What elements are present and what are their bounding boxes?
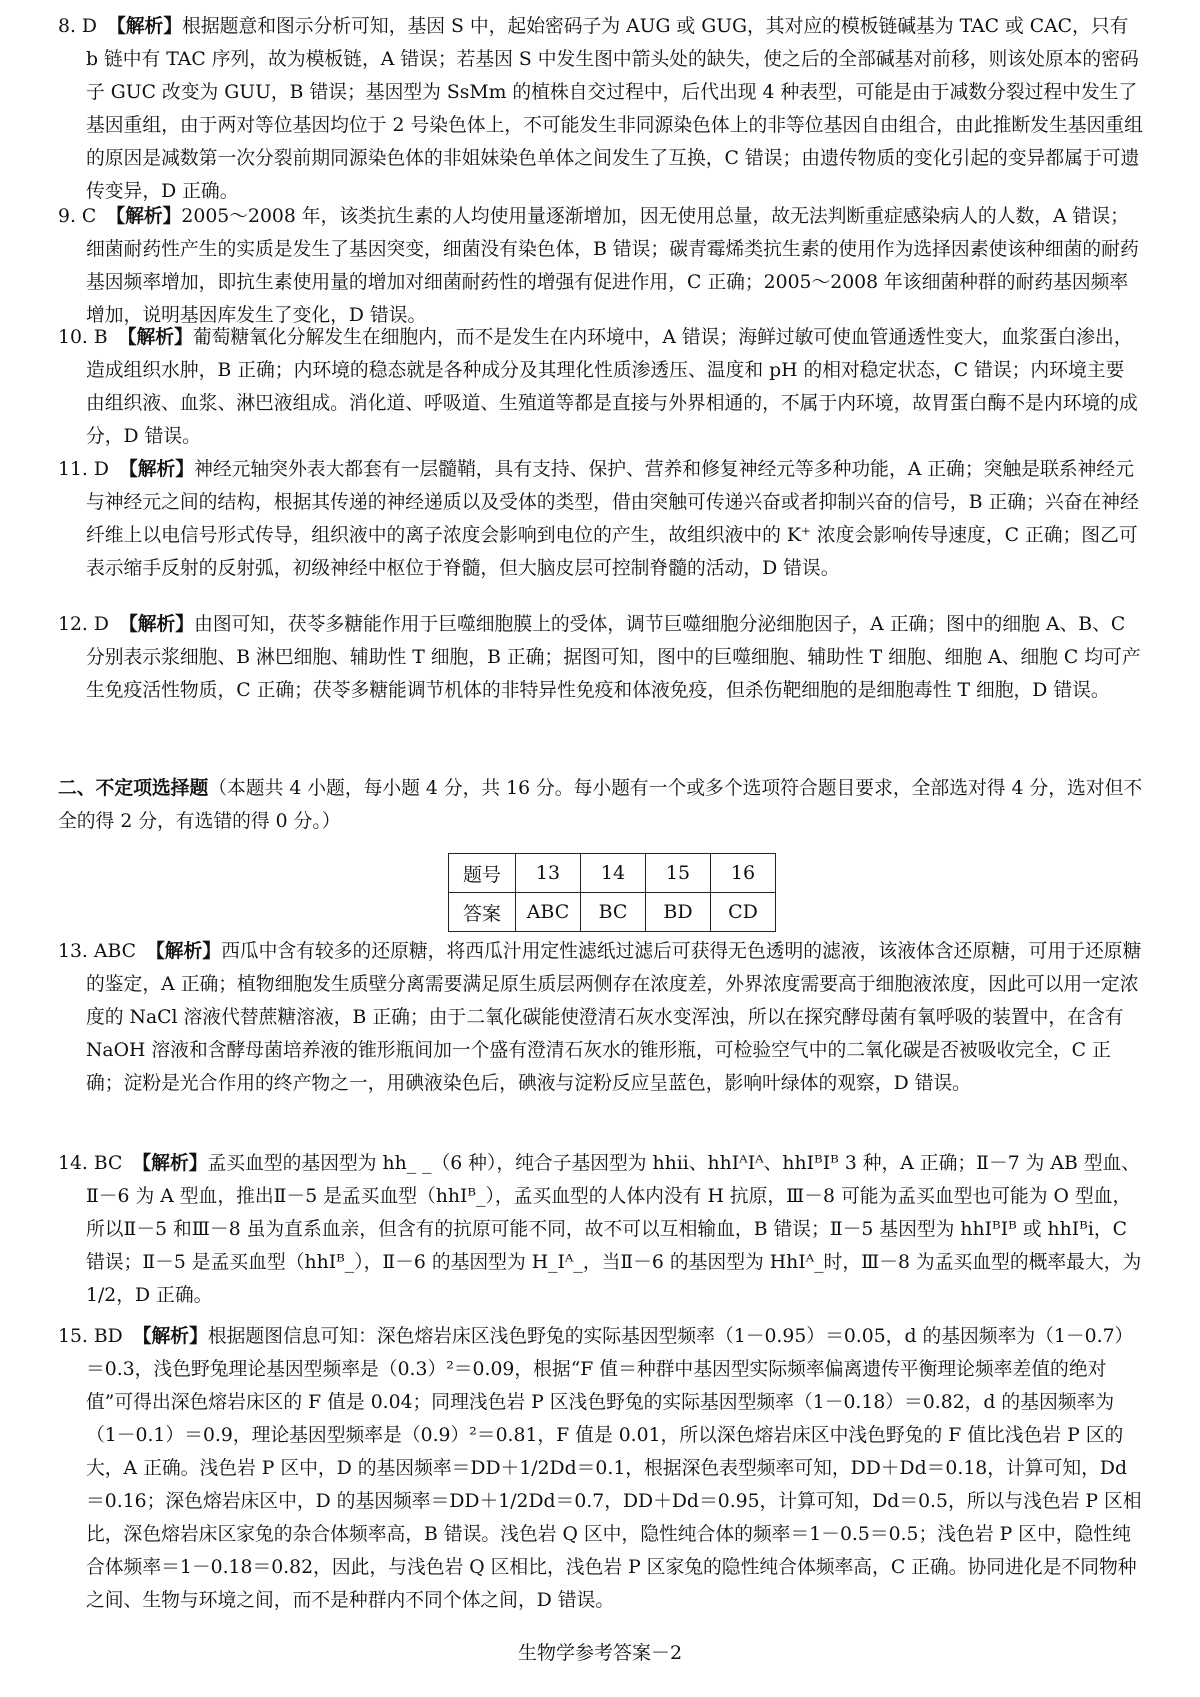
item-text: 根据题图信息可知：深色熔岩床区浅色野兔的实际基因型频率（1－0.95）＝0.05，d 的基因频率为（1－0.7）＝0.3，浅色野兔理论基因型频率是（0.3）²＝0.09，根据“F 值＝种群中基因型实际频率偏离遗传平衡理论频率差值的绝对值”可得出深色熔岩床区的 F 值是 0.04；同理浅色岩 P 区浅色野兔的实际基因型频率（1－0.18）＝0.82，d 的基因频率为（1－0.1）＝0.9，理论基因型频率是（0.9）²＝0.81，F 值是 0.01，所以深色熔岩床区中浅色野兔的 F 值比浅色岩 P 区的大，A 正确。浅色岩 P 区中，D 的基因频率＝DD＋1/2Dd＝0.1，根据深色表型频率可知，DD＋Dd＝0.18，计算可知，Dd＝0.16；深色熔岩床区中，D 的基因频率＝DD＋1/2Dd＝0.7，DD＋Dd＝0.95，计算可知，Dd＝0.5，所以与浅色岩 P 区相比，深色熔岩床区家兔的杂合体频率高，B 错误。浅色岩 Q 区中，隐性纯合体的频率＝1－0.5＝0.5；浅色岩 P 区中，隐性纯合体频率＝1－0.18＝0.82，因此，与浅色岩 Q 区相比，浅色岩 P 区家兔的隐性纯合体频率高，C 正确。协同进化是不同物种之间、生物与环境之间，而不是种群内不同个体之间，D 错误。 — [86, 1326, 1142, 1611]
item-number: 10. — [58, 327, 88, 348]
explanation-item-13 — [58, 935, 1143, 1100]
item-number: 15. — [58, 1326, 88, 1347]
answer-table-number-row — [449, 854, 776, 893]
item-answer: BD — [93, 1326, 123, 1347]
item-text: 神经元轴突外表大都套有一层髓鞘，具有支持、保护、营养和修复神经元等多种功能，A 正确；突触是联系神经元与神经元之间的结构，根据其传递的神经递质以及受体的类型，借由突触可传递兴奋或者抑制兴奋的信号，B 正确；兴奋在神经纤维上以电信号形式传导，组织液中的离子浓度会影响到电位的产生，故组织液中的 K⁺ 浓度会影响传导速度，C 正确；图乙可表示缩手反射的反射弧，初级神经中枢位于脊髓，但大脑皮层可控制脊髓的活动，D 错误。 — [86, 459, 1139, 579]
item-text: 西瓜中含有较多的还原糖，将西瓜汁用定性滤纸过滤后可获得无色透明的滤液，该液体含还原糖，可用于还原糖的鉴定，A 正确；植物细胞发生质壁分离需要满足原生质层两侧存在浓度差，外界浓度需要高于细胞液浓度，因此可以用一定浓度的 NaCl 溶液代替蔗糖溶液，B 正确；由于二氧化碳能使澄清石灰水变浑浊，所以在探究酵母菌有氧呼吸的装置中，在含有 NaOH 溶液和含酵母菌培养液的锥形瓶间加一个盛有澄清石灰水的锥形瓶，可检验空气中的二氧化碳是否被吸收完全，C 正确；淀粉是光合作用的终产物之一，用碘液染色后，碘液与淀粉反应呈蓝色，影响叶绿体的观察，D 错误。 — [86, 941, 1142, 1094]
analysis-tag: 【解析】 — [145, 941, 222, 962]
section-instructions: （本题共 4 小题，每小题 4 分，共 16 分。每小题有一个或多个选项符合题目要求，全部选对得 4 分，选对但不全的得 2 分，有选错的得 0 分。） — [58, 778, 1143, 832]
row-label-number: 题号 — [449, 854, 516, 893]
explanation-item-14 — [58, 1147, 1143, 1312]
explanation-item-9 — [58, 200, 1143, 332]
analysis-tag: 【解析】 — [132, 1153, 208, 1174]
item-answer: D — [93, 459, 109, 480]
explanation-item-15 — [58, 1320, 1143, 1617]
table-cell: 14 — [581, 854, 646, 893]
analysis-tag: 【解析】 — [132, 1326, 208, 1347]
table-cell: BC — [581, 893, 646, 932]
analysis-tag: 【解析】 — [118, 614, 195, 635]
item-text: 由图可知，茯苓多糖能作用于巨噬细胞膜上的受体，调节巨噬细胞分泌细胞因子，A 正确；图中的细胞 A、B、C 分别表示浆细胞、B 淋巴细胞、辅助性 T 细胞，B 正确；据图可知，图中的巨噬细胞、辅助性 T 细胞、细胞 A、细胞 C 均可产生免疫活性物质，C 正确；茯苓多糖能调节机体的非特异性免疫和体液免疫，但杀伤靶细胞的是细胞毒性 T 细胞，D 错误。 — [86, 614, 1141, 701]
item-number: 13. — [58, 941, 88, 962]
page-footer: 生物学参考答案－2 — [517, 1642, 683, 1664]
answer-table — [448, 853, 776, 932]
item-number: 9. — [58, 206, 76, 227]
table-cell: BD — [646, 893, 711, 932]
item-number: 14. — [58, 1153, 88, 1174]
item-text: 孟买血型的基因型为 hh_ _（6 种），纯合子基因型为 hhii、hhIᴬIᴬ、hhIᴮIᴮ 3 种，A 正确；Ⅱ－7 为 AB 型血、Ⅱ－6 为 A 型血，推出Ⅱ－5 是孟买血型（hhIᴮ_），孟买血型的人体内没有 H 抗原，Ⅲ－8 可能为孟买血型也可能为 O 型血，所以Ⅱ－5 和Ⅲ－8 虽为直系血亲，但含有的抗原可能不同，故不可以互相输血，B 错误；Ⅱ－5 基因型为 hhIᴮIᴮ 或 hhIᴮi，C 错误；Ⅱ－5 是孟买血型（hhIᴮ_），Ⅱ－6 的基因型为 H_Iᴬ_，当Ⅱ－6 的基因型为 HhIᴬ_时，Ⅲ－8 为孟买血型的概率最大，为 1/2，D 正确。 — [86, 1153, 1142, 1306]
analysis-tag: 【解析】 — [106, 16, 183, 37]
table-cell: ABC — [516, 893, 581, 932]
item-answer: C — [81, 206, 97, 227]
item-answer: B — [93, 327, 108, 348]
item-answer: D — [81, 16, 97, 37]
table-cell: 16 — [711, 854, 776, 893]
table-cell: 15 — [646, 854, 711, 893]
row-label-answer: 答案 — [449, 893, 516, 932]
table-cell: CD — [711, 893, 776, 932]
item-number: 11. — [58, 459, 88, 480]
item-answer: ABC — [93, 941, 136, 962]
analysis-tag: 【解析】 — [106, 206, 182, 227]
analysis-tag: 【解析】 — [117, 327, 193, 348]
section-heading: 二、不定项选择题 — [58, 778, 209, 799]
explanation-item-8 — [58, 10, 1143, 208]
item-text: 根据题意和图示分析可知，基因 S 中，起始密码子为 AUG 或 GUG，其对应的模板链碱基为 TAC 或 CAC，只有 b 链中有 TAC 序列，故为模板链，A 错误；若基因 S 中发生图中箭头处的缺失，使之后的全部碱基对前移，则该处原本的密码子 GUC 改变为 GUU，B 错误；基因型为 SsMm 的植株自交过程中，后代出现 4 种表型，可能是由于减数分裂过程中发生了基因重组，由于两对等位基因均位于 2 号染色体上，不可能发生非同源染色体上的非等位基因自由组合，由此推断发生基因重组的原因是减数第一次分裂前期同源染色体的非姐妹染色单体之间发生了互换，C 错误；由遗传物质的变化引起的变异都属于可遗传变异，D 正确。 — [86, 16, 1143, 202]
answer-table-answer-row — [449, 893, 776, 932]
item-text: 葡萄糖氧化分解发生在细胞内，而不是发生在内环境中，A 错误；海鲜过敏可使血管通透性变大，血浆蛋白渗出，造成组织水肿，B 正确；内环境的稳态就是各种成分及其理化性质渗透压、温度和 pH 的相对稳定状态，C 错误；内环境主要由组织液、血浆、淋巴液组成。消化道、呼吸道、生殖道等都是直接与外界相通的，不属于内环境，故胃蛋白酶不是内环境的成分，D 错误。 — [86, 327, 1138, 447]
table-cell: 13 — [516, 854, 581, 893]
explanation-item-11 — [58, 453, 1143, 585]
item-number: 8. — [58, 16, 76, 37]
item-number: 12. — [58, 614, 88, 635]
explanation-item-12 — [58, 608, 1143, 707]
item-answer: D — [93, 614, 109, 635]
item-answer: BC — [93, 1153, 123, 1174]
item-text: 2005～2008 年，该类抗生素的人均使用量逐渐增加，因无使用总量，故无法判断重症感染病人的人数，A 错误；细菌耐药性产生的实质是发生了基因突变，细菌没有染色体，B 错误；碳青霉烯类抗生素的使用作为选择因素使该种细菌的耐药基因频率增加，即抗生素使用量的增加对细菌耐药性的增强有促进作用，C 正确；2005～2008 年该细菌种群的耐药基因频率增加，说明基因库发生了变化，D 错误。 — [86, 206, 1139, 326]
analysis-tag: 【解析】 — [118, 459, 195, 480]
explanation-item-10 — [58, 321, 1143, 453]
section-two-instructions — [58, 772, 1143, 838]
